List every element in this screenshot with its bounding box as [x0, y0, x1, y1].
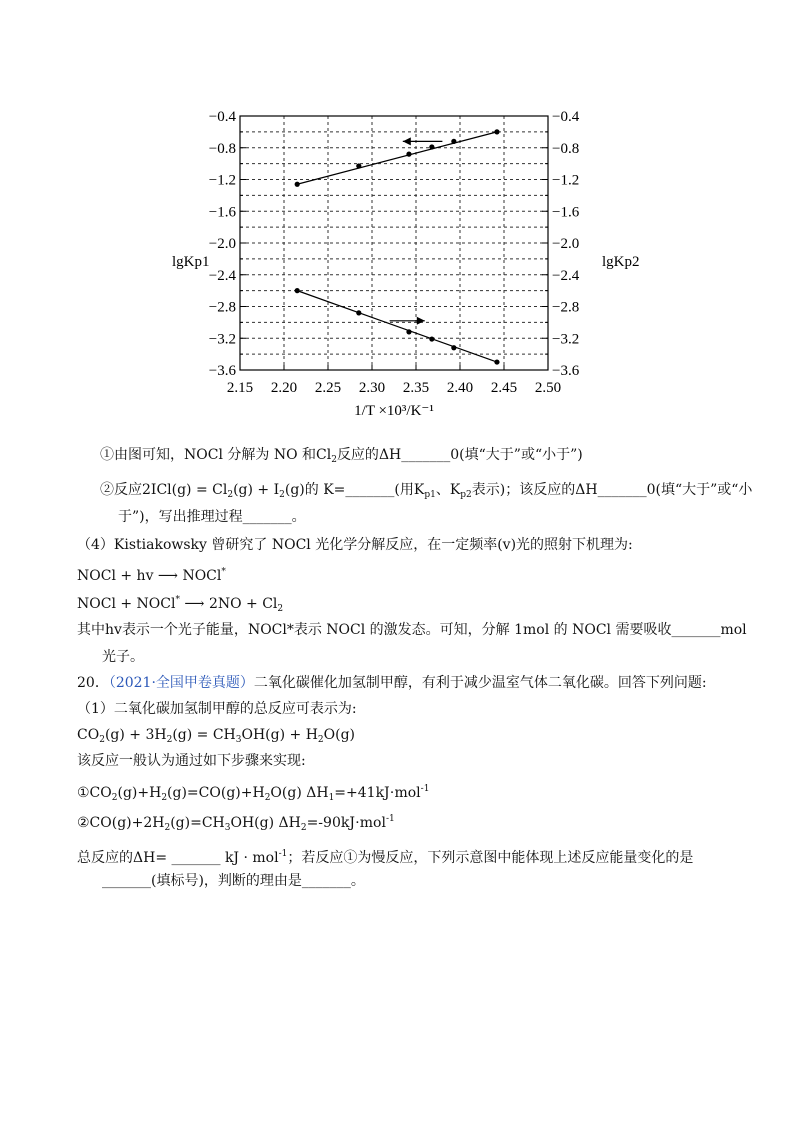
eq2-text-b: ⟶ 2NO + Cl — [179, 596, 278, 612]
x-tick-label: 2.40 — [446, 380, 474, 396]
s2-sub-a: 2 — [164, 823, 171, 833]
y-left-tick-label: −3.6 — [208, 363, 236, 379]
eq2-star: * — [175, 595, 180, 605]
q4-mid: 表示一个光子能量， — [121, 622, 248, 638]
series-0-point-4 — [451, 139, 456, 144]
step-1 — [77, 780, 429, 807]
series-0-fit-line — [297, 132, 497, 184]
series-1-point-3 — [429, 336, 434, 341]
final-question — [77, 845, 693, 867]
s1-d: O(g) ΔH — [270, 785, 329, 801]
y-right-tick-label: −0.4 — [552, 109, 580, 125]
eq2-sub: 2 — [277, 604, 284, 614]
q1-blank: _______0(填“大于”或“小于”) — [401, 447, 583, 463]
y-right-tick-label: −1.6 — [552, 204, 580, 221]
eq1-text: NOCl + hv ⟶ NOCl — [77, 568, 222, 584]
series-0-point-3 — [429, 144, 434, 149]
mechanism-eq-1 — [77, 563, 226, 585]
arrow-left-head — [403, 137, 411, 145]
y-right-tick-label: −3.2 — [552, 331, 580, 348]
y-right-tick-label: −1.2 — [552, 172, 580, 189]
total-a: CO — [77, 727, 100, 743]
q20-source[interactable]: （2021·全国甲卷真题） — [108, 675, 254, 691]
q2-equation-c: (g) — [284, 482, 305, 498]
step-2 — [77, 810, 395, 837]
y-left-axis-label: lgKp1 — [172, 254, 210, 270]
s1-e: =+41kJ⋅mol — [334, 785, 421, 801]
s1-b: (g)+H — [117, 785, 162, 801]
series-1-fit-line — [297, 291, 497, 362]
final-line-2: _______(填标号)，判断的理由是_______。 — [102, 873, 365, 889]
s2-d: =-90kJ⋅mol — [306, 815, 386, 831]
x-tick-label: 2.15 — [226, 380, 254, 396]
series-1-point-1 — [356, 310, 361, 315]
y-left-tick-label: −1.6 — [208, 204, 236, 221]
q2-equation-b: (g) + I — [233, 482, 280, 498]
series-0-point-0 — [295, 182, 300, 187]
cl2-formula: Cl — [316, 447, 332, 463]
question-4: （4）Kistiakowsky 曾研究了 NOCl 光化学分解反应，在一定频率(v)光的照射下机理为: — [77, 537, 633, 553]
lgkp-chart — [150, 100, 650, 430]
final-b: ；若反应①为慢反应，下列示意图中能体现上述反应能量变化的是 — [287, 850, 694, 866]
y-left-tick-label: −3.2 — [208, 331, 236, 348]
q2-rest: 表示)；该反应的 — [471, 482, 576, 498]
q2-sub-b: 2 — [279, 490, 285, 500]
s1-sub-b: 2 — [161, 793, 168, 803]
s1-sub-c: 2 — [264, 793, 271, 803]
total-c: (g) = CH — [172, 727, 236, 743]
q4-prefix: 其中 — [77, 622, 105, 638]
s1-sub-a: 2 — [111, 793, 118, 803]
chart-svg — [150, 100, 650, 430]
y-left-tick-label: −0.4 — [208, 109, 236, 125]
total-sub-b: 2 — [166, 735, 173, 745]
total-sub-c: 3 — [235, 735, 242, 745]
y-right-tick-label: −2.4 — [552, 267, 580, 284]
q2-equation-a: 2ICl(g) = Cl — [142, 482, 228, 498]
steps-intro: 该反应一般认为通过如下步骤来实现: — [77, 753, 306, 769]
s1-sub-d: 1 — [328, 793, 335, 803]
q2-tail: _______0(填“大于”或“小 — [597, 482, 753, 498]
q20-number: 20． — [77, 675, 109, 691]
series-1-point-2 — [406, 329, 411, 334]
final-a: 总反应的ΔH= _______ kJ · mol — [77, 850, 279, 866]
q1-mid: 反应的 — [336, 447, 379, 463]
total-e: O(g) — [323, 727, 356, 743]
eq1-star: * — [221, 567, 226, 577]
s1-sup: -1 — [420, 784, 430, 794]
q1-prefix: ①由图可知，NOCl 分解为 NO 和 — [100, 447, 316, 463]
q2-k-blank: 的 K=_______(用 — [304, 482, 414, 498]
y-left-tick-label: −2.4 — [208, 267, 236, 284]
final-sup: -1 — [278, 849, 288, 859]
kp1-sub: p1 — [424, 490, 436, 500]
s2-b: (g)=CH — [170, 815, 225, 831]
y-right-tick-label: −2.8 — [552, 299, 580, 316]
series-0-point-2 — [406, 152, 411, 157]
series-1-point-0 — [295, 288, 300, 293]
y-left-tick-label: −0.8 — [208, 140, 236, 157]
s2-a: ②CO(g)+2H — [77, 815, 165, 831]
series-1-point-5 — [494, 359, 499, 364]
q20-part-1: （1）二氧化碳加氢制甲醇的总反应可表示为: — [77, 701, 357, 717]
x-tick-label: 2.50 — [534, 380, 562, 396]
total-equation — [77, 726, 355, 749]
q2-prefix: ②反应 — [100, 482, 142, 498]
total-b: (g) + 3H — [104, 727, 167, 743]
hv-symbol: hv — [105, 622, 122, 638]
q2-line-2: 于”)，写出推理过程_______。 — [118, 509, 306, 525]
s1-c: (g)=CO(g)+H — [167, 785, 265, 801]
y-left-tick-label: −2.0 — [208, 236, 236, 252]
question-4-text — [77, 621, 747, 639]
delta-h-symbol: ΔH — [378, 447, 402, 463]
total-sub-d: 2 — [317, 735, 324, 745]
y-right-tick-label: −2.0 — [552, 236, 580, 252]
question-3-2 — [100, 481, 752, 504]
q2-sub-a: 2 — [227, 490, 234, 500]
arrow-right-head — [417, 317, 425, 325]
s2-c: OH(g) ΔH — [230, 815, 301, 831]
kp2-sub: p2 — [460, 490, 472, 500]
eq2-text-a: NOCl + NOCl — [77, 596, 176, 612]
s2-sup: -1 — [385, 814, 395, 824]
series-1-point-4 — [451, 345, 456, 350]
plot-frame — [240, 116, 548, 370]
s1-a: ①CO — [77, 785, 112, 801]
kp1-symbol: K — [413, 482, 425, 498]
x-tick-label: 2.30 — [358, 380, 386, 396]
cl2-subscript: 2 — [331, 455, 337, 465]
delta-h-symbol-2: ΔH — [575, 482, 598, 498]
q4-line-2: 光子。 — [102, 649, 144, 665]
s2-sub-b: 3 — [224, 823, 231, 833]
x-tick-label: 2.25 — [314, 380, 342, 396]
y-right-tick-label: −3.6 — [552, 363, 580, 379]
question-20 — [77, 674, 707, 692]
y-right-tick-label: −0.8 — [552, 140, 580, 157]
mechanism-eq-2 — [77, 591, 283, 618]
total-d: OH(g) + H — [241, 727, 318, 743]
total-sub-a: 2 — [99, 735, 105, 745]
y-left-tick-label: −2.8 — [208, 299, 236, 316]
q20-text: 二氧化碳催化加氢制甲醇，有利于减少温室气体二氧化碳。回答下列问题: — [253, 675, 707, 691]
separator: 、 — [435, 482, 450, 498]
question-3-1 — [100, 446, 583, 469]
s2-sub-c: 2 — [300, 823, 307, 833]
kp2-symbol: K — [449, 482, 461, 498]
series-0-point-5 — [494, 129, 499, 134]
x-tick-label: 2.45 — [490, 380, 518, 396]
q4-blank: 表示 NOCl 的激发态。可知，分解 1mol 的 NOCl 需要吸收_______mol — [293, 622, 747, 638]
x-tick-label: 2.35 — [402, 380, 430, 396]
y-right-axis-label: lgKp2 — [602, 254, 640, 270]
y-left-tick-label: −1.2 — [208, 172, 236, 189]
x-tick-label: 2.20 — [270, 380, 298, 396]
nocl-star-symbol: NOCl* — [247, 622, 294, 638]
x-axis-label: 1/T ×10³/K⁻¹ — [354, 403, 434, 419]
series-0-point-1 — [356, 163, 361, 168]
